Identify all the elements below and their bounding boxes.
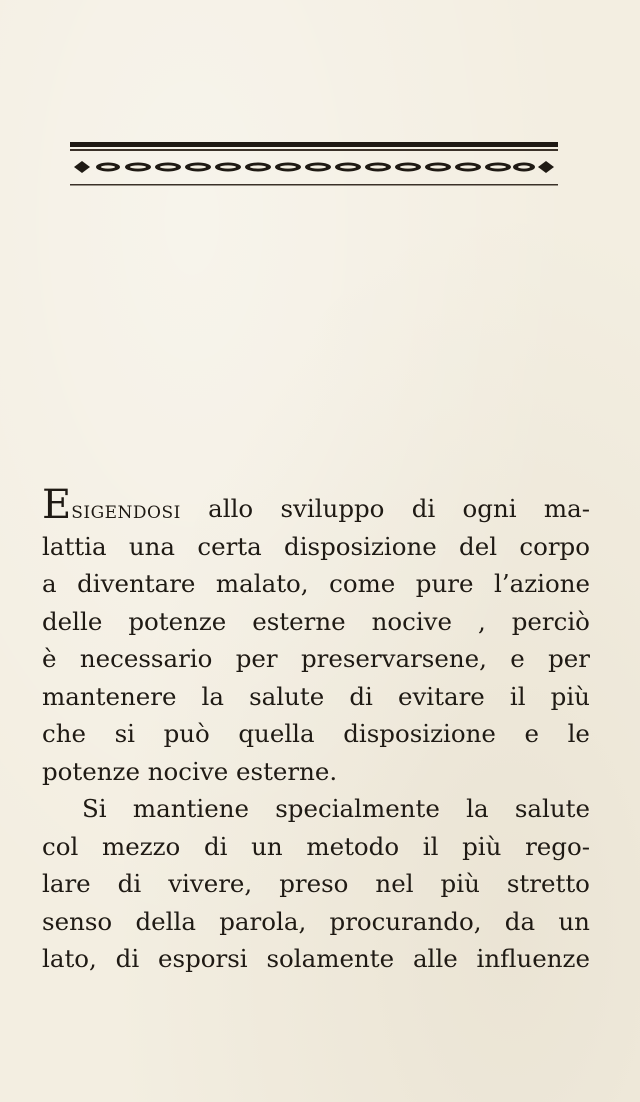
word: e — [510, 644, 525, 673]
word: della — [135, 906, 196, 936]
word: per — [235, 644, 278, 673]
word: mantenere — [42, 681, 177, 711]
word: potenze — [128, 606, 227, 636]
word: l’azione — [493, 569, 590, 598]
paragraph-2-line-3 — [42, 865, 590, 903]
word: col — [42, 831, 79, 861]
word: rego- — [525, 831, 590, 861]
word: certa — [197, 531, 262, 561]
word: a — [42, 569, 57, 598]
first-word — [42, 482, 181, 528]
word: perciò — [511, 606, 590, 636]
paragraph-2-line-1 — [42, 790, 590, 828]
word: potenze — [42, 756, 140, 786]
paragraph-1-line-6 — [42, 678, 590, 716]
word: senso — [42, 906, 113, 936]
word: quella — [238, 719, 315, 748]
word: influenze — [476, 944, 590, 973]
word: più — [462, 831, 502, 861]
word: la — [466, 794, 489, 823]
drop-cap: E — [42, 482, 72, 528]
word: le — [567, 719, 590, 748]
word: di — [115, 944, 140, 973]
word: la — [201, 681, 224, 711]
word: nel — [375, 869, 414, 898]
word: pure — [415, 569, 474, 598]
word: necessario — [79, 644, 213, 673]
word: è — [42, 644, 57, 673]
word: un — [251, 831, 283, 861]
word: lare — [42, 869, 91, 898]
word: nocive — [371, 606, 453, 636]
word: Si — [82, 794, 107, 823]
paragraph-1-line-7 — [42, 715, 590, 753]
word: parola, — [219, 906, 307, 936]
word: alle — [412, 944, 458, 973]
word: esterne. — [236, 756, 338, 786]
word: esterne — [252, 606, 346, 636]
word: lato, — [42, 944, 97, 973]
word: , — [477, 606, 486, 636]
word: un — [558, 906, 590, 936]
word: come — [329, 569, 396, 598]
word: specialmente — [275, 794, 440, 823]
word: salute — [249, 681, 325, 711]
word: malato, — [215, 569, 309, 598]
word: vivere, — [168, 869, 253, 898]
paragraph-1-line-2 — [42, 528, 590, 566]
word: di — [411, 494, 436, 523]
word: allo — [208, 494, 254, 523]
paragraph-1-line-4 — [42, 603, 590, 641]
word: si — [114, 719, 135, 748]
word: esporsi — [158, 944, 248, 973]
word: ogni — [462, 494, 517, 523]
word: diventare — [77, 569, 196, 598]
word: lattia — [42, 531, 107, 561]
word: una — [128, 531, 176, 561]
word: per — [548, 644, 590, 673]
word: di — [117, 869, 142, 898]
word: il — [509, 681, 526, 711]
word: più — [440, 869, 480, 898]
word: stretto — [506, 869, 590, 898]
word: solamente — [266, 944, 395, 973]
word: mezzo — [101, 831, 181, 861]
word: ma- — [543, 494, 590, 523]
paragraph-1-line-3 — [42, 565, 590, 603]
word: disposizione — [343, 719, 496, 748]
word: sviluppo — [280, 494, 385, 523]
word: più — [550, 681, 590, 711]
word: preservarsene, — [300, 644, 487, 673]
paragraph-1-line-5 — [42, 640, 590, 678]
first-word-rest: sigendosi — [71, 495, 181, 524]
word: nocive — [147, 756, 229, 786]
word: procurando, — [329, 906, 482, 936]
word: che — [42, 719, 86, 748]
word: mantiene — [132, 794, 249, 823]
word: delle — [42, 606, 103, 636]
body-text — [42, 482, 590, 978]
word: preso — [279, 869, 349, 898]
word: da — [504, 906, 536, 936]
word: metodo — [306, 831, 400, 861]
word: salute — [514, 794, 590, 823]
ornament-header-icon — [70, 140, 558, 192]
word: e — [524, 719, 539, 748]
word: il — [422, 831, 439, 861]
word: di — [203, 831, 228, 861]
word: del — [459, 531, 498, 561]
word: di — [349, 681, 373, 711]
paragraph-1-line-1 — [42, 482, 590, 528]
paragraph-2-line-2 — [42, 828, 590, 866]
paragraph-2-line-5 — [42, 940, 590, 978]
word: evitare — [397, 681, 485, 711]
word: può — [163, 719, 210, 748]
word: disposizione — [284, 531, 437, 561]
paragraph-1-line-8 — [42, 753, 590, 791]
paragraph-2-line-4 — [42, 903, 590, 941]
word: corpo — [519, 531, 590, 561]
